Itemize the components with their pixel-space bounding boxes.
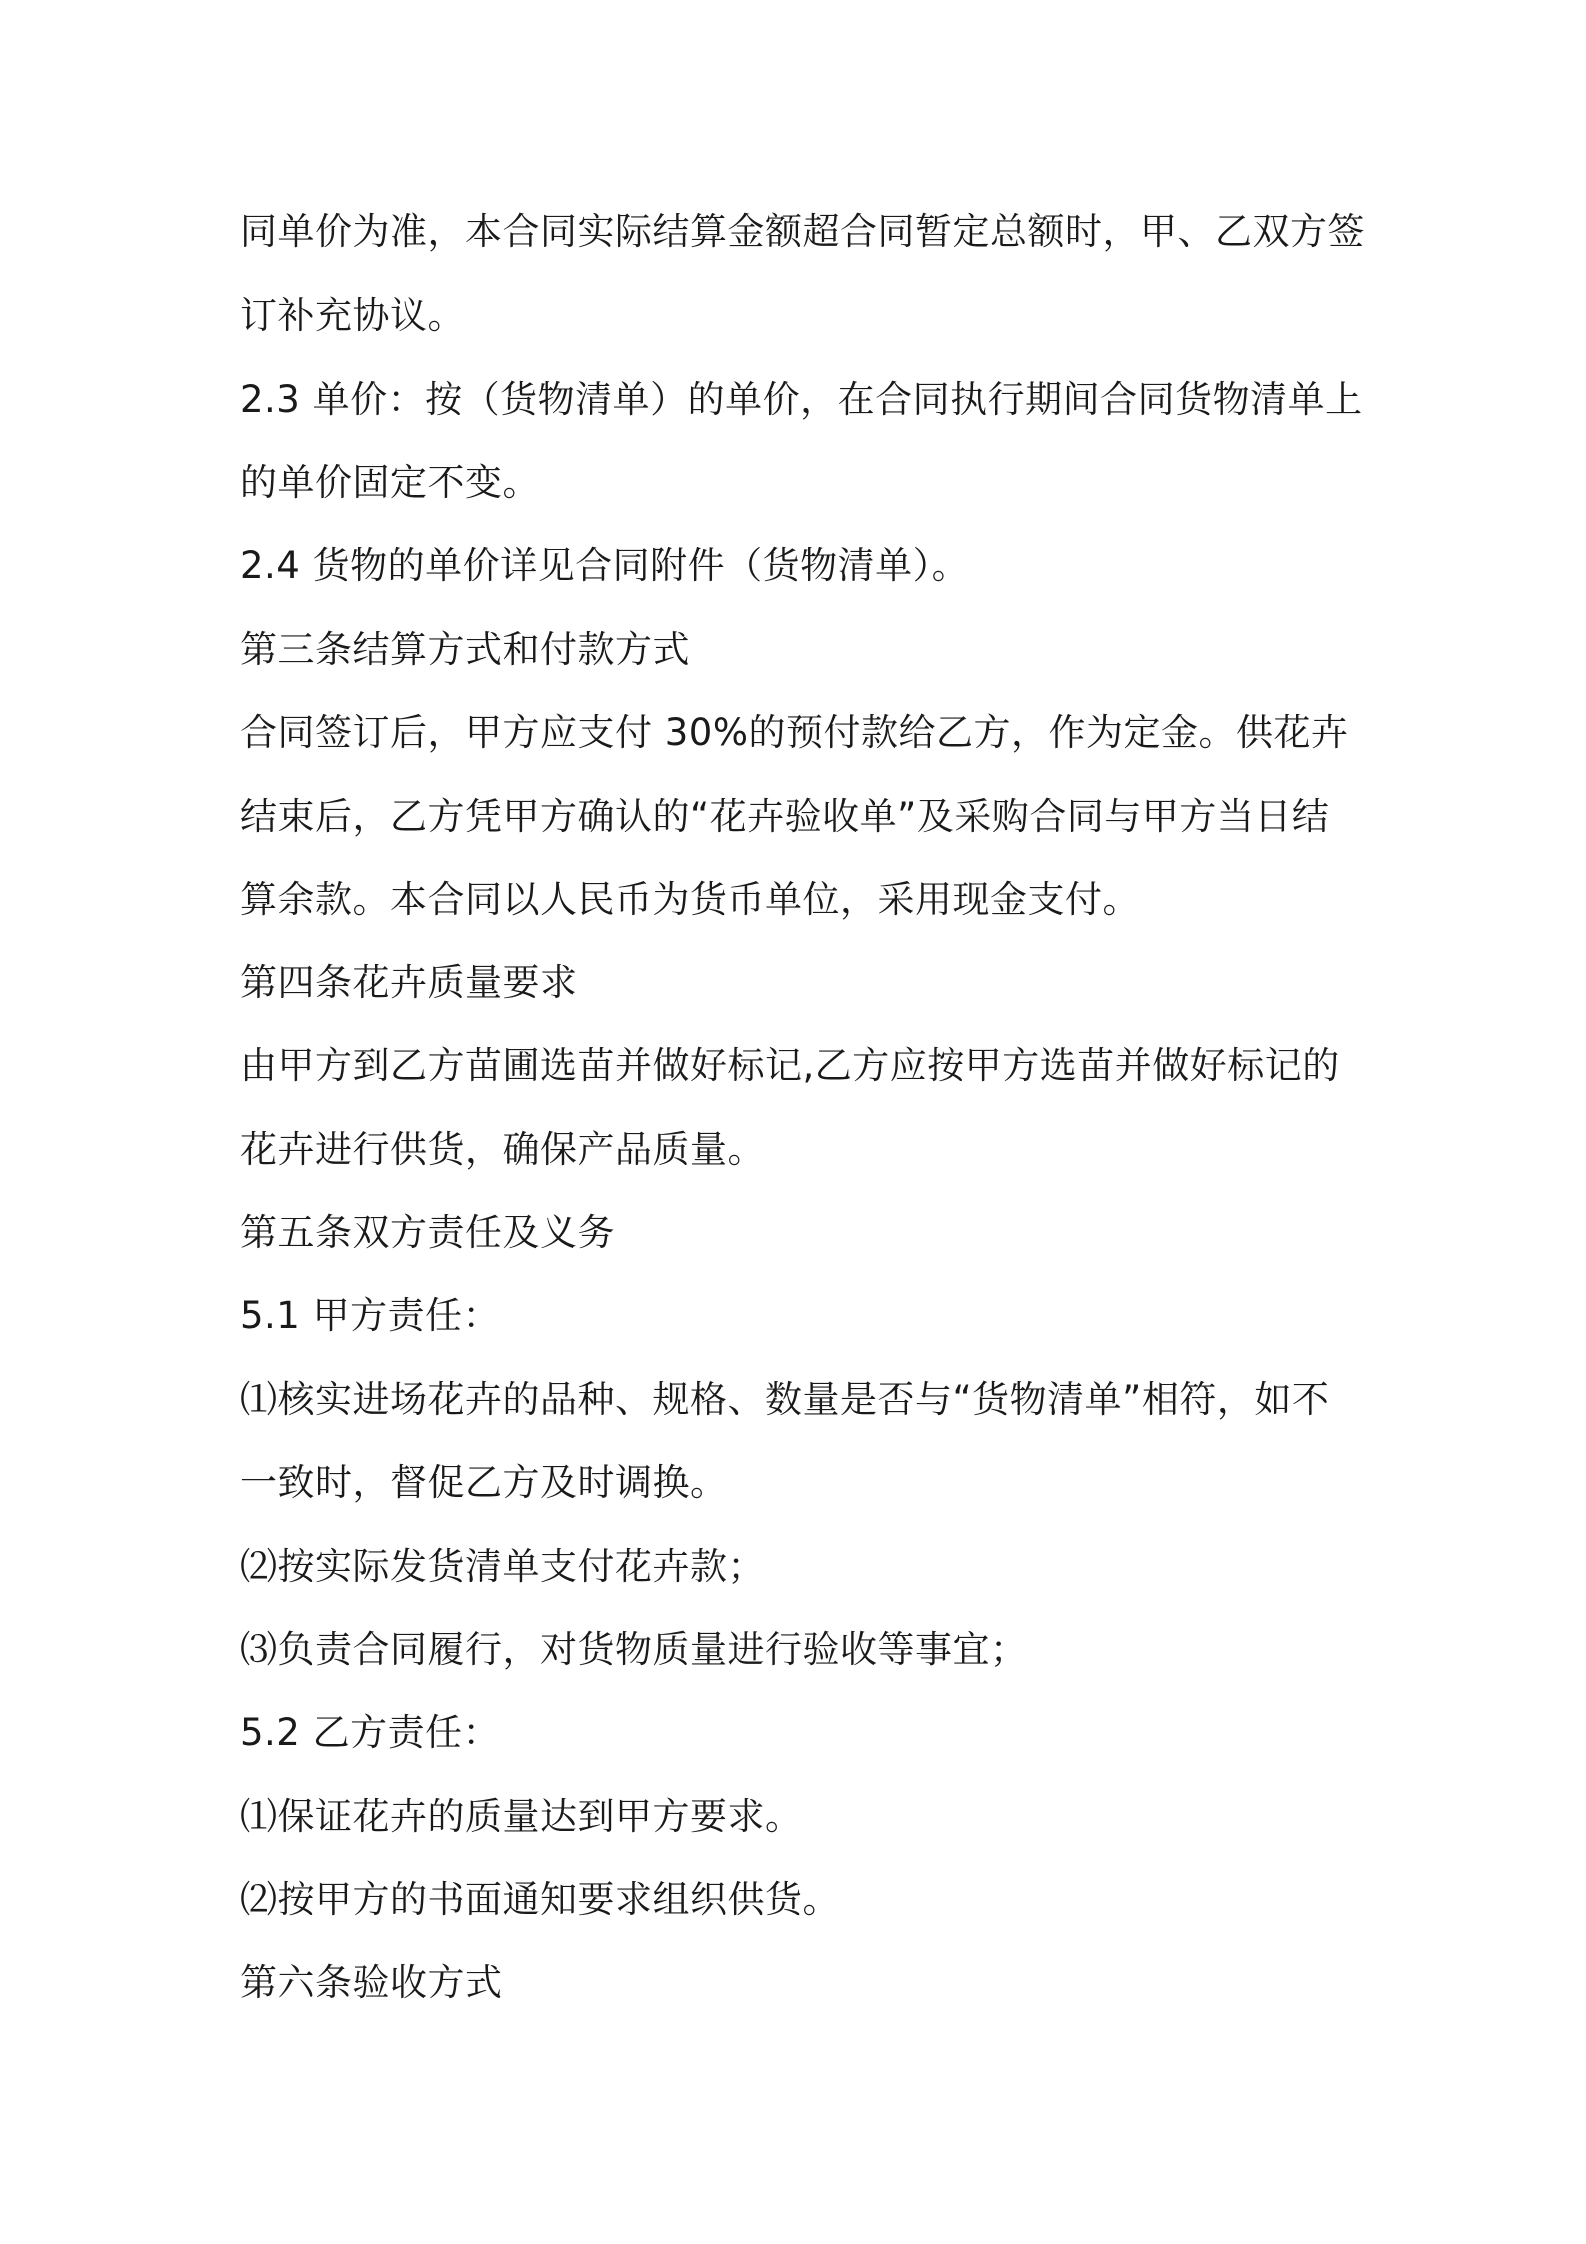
list-item: ⑵按甲方的书面通知要求组织供货。 [240, 1878, 840, 1921]
section-heading: 第三条结算方式和付款方式 [240, 628, 690, 671]
text-line: 结束后，乙方凭甲方确认的“花卉验收单”及采购合同与甲方当日结 [240, 795, 1330, 838]
text-line: 订补充协议。 [240, 294, 465, 337]
text-line: 花卉进行供货，确保产品质量。 [240, 1128, 765, 1171]
list-item: ⑴保证花卉的质量达到甲方要求。 [240, 1795, 803, 1838]
text-line: 2.4 货物的单价详见合同附件（货物清单）。 [240, 544, 970, 587]
section-heading: 第四条花卉质量要求 [240, 961, 578, 1004]
section-heading: 第六条验收方式 [240, 1961, 503, 2004]
text-line: 的单价固定不变。 [240, 461, 540, 504]
text-line: 算余款。本合同以人民币为货币单位，采用现金支付。 [240, 878, 1140, 921]
list-item: ⑶负责合同履行，对货物质量进行验收等事宜； [240, 1628, 1028, 1671]
subsection-heading: 5.2 乙方责任： [240, 1711, 501, 1754]
list-item: ⑵按实际发货清单支付花卉款； [240, 1545, 765, 1588]
text-line: 由甲方到乙方苗圃选苗并做好标记,乙方应按甲方选苗并做好标记的 [240, 1044, 1340, 1087]
text-line: 合同签订后，甲方应支付 30%的预付款给乙方，作为定金。供花卉 [240, 711, 1349, 754]
subsection-heading: 5.1 甲方责任： [240, 1294, 501, 1337]
text-line: 同单价为准，本合同实际结算金额超合同暂定总额时，甲、乙双方签 [240, 210, 1365, 253]
list-item: ⑴核实进场花卉的品种、规格、数量是否与“货物清单”相符，如不 [240, 1378, 1330, 1421]
text-line: 2.3 单价：按（货物清单）的单价，在合同执行期间合同货物清单上 [240, 378, 1363, 421]
text-line: 一致时，督促乙方及时调换。 [240, 1461, 728, 1504]
section-heading: 第五条双方责任及义务 [240, 1211, 615, 1254]
